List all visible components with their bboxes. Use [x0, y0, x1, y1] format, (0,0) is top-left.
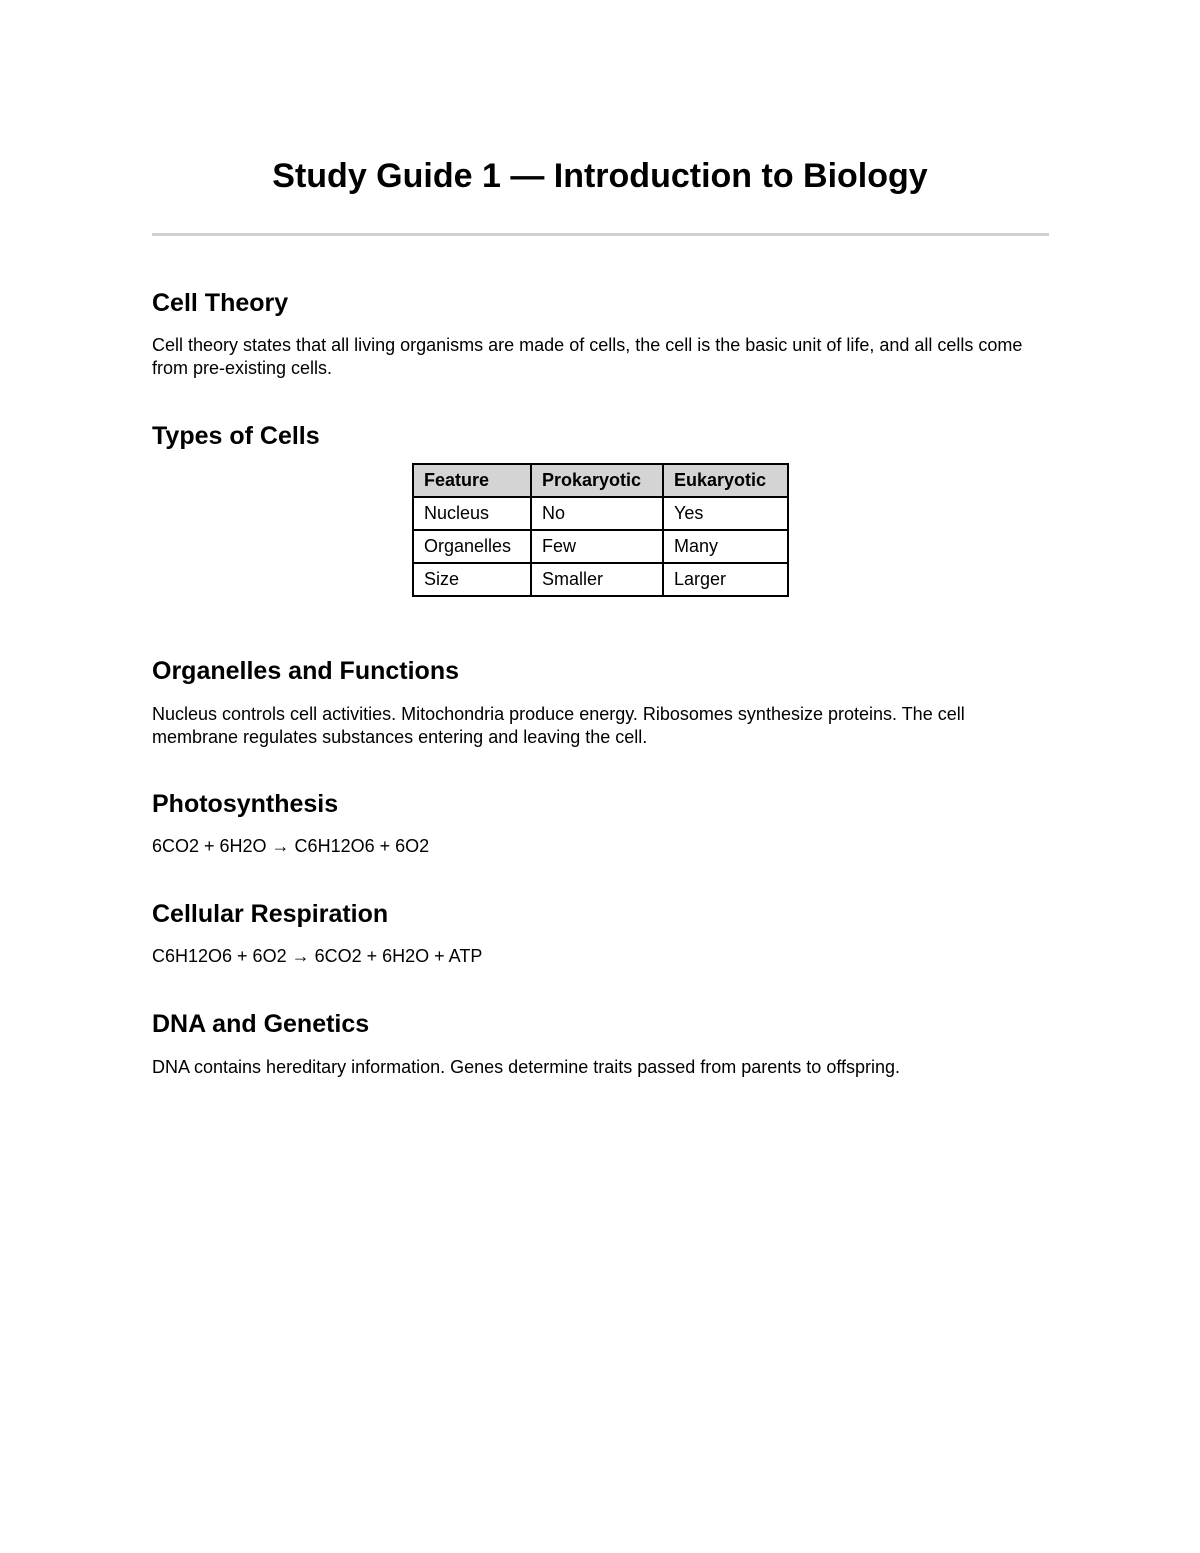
- table-cell: Organelles: [413, 530, 531, 563]
- heading-respiration: Cellular Respiration: [152, 900, 389, 928]
- heading-types-of-cells: Types of Cells: [152, 422, 320, 450]
- table-header-cell: Prokaryotic: [531, 464, 663, 497]
- paragraph-cell-theory: Cell theory states that all living organisms are made of cells, the cell is the basic unit of life, and all cells come from pre-existing cells.: [152, 335, 1023, 378]
- equation-photosynthesis: 6CO2 + 6H2O → C6H12O6 + 6O2: [152, 836, 430, 856]
- table-row: [413, 563, 788, 596]
- document-title: Study Guide 1 — Introduction to Biology: [272, 157, 928, 195]
- table-cell: No: [531, 497, 663, 530]
- table-cell: Smaller: [531, 563, 663, 596]
- table-header-cell: Feature: [413, 464, 531, 497]
- table-row: [413, 497, 788, 530]
- table-cell: Many: [663, 530, 788, 563]
- equation-respiration: C6H12O6 + 6O2 → 6CO2 + 6H2O + ATP: [152, 946, 483, 966]
- table-cell: Size: [413, 563, 531, 596]
- table-cell: Yes: [663, 497, 788, 530]
- heading-organelles: Organelles and Functions: [152, 657, 459, 685]
- table-header-cell: Eukaryotic: [663, 464, 788, 497]
- heading-cell-theory: Cell Theory: [152, 289, 289, 317]
- title-divider: [152, 233, 1049, 236]
- heading-dna: DNA and Genetics: [152, 1010, 370, 1038]
- cell-types-table: [412, 463, 789, 597]
- table-header-row: [413, 464, 788, 497]
- heading-photosynthesis: Photosynthesis: [152, 790, 339, 818]
- paragraph-organelles: Nucleus controls cell activities. Mitochondria produce energy. Ribosomes synthesize proteins. The cell membrane regulates substances entering and leaving the cell.: [152, 704, 965, 747]
- paragraph-dna: DNA contains hereditary information. Genes determine traits passed from parents to offspring.: [152, 1057, 901, 1077]
- table-cell: Few: [531, 530, 663, 563]
- table-cell: Nucleus: [413, 497, 531, 530]
- table-cell: Larger: [663, 563, 788, 596]
- table-row: [413, 530, 788, 563]
